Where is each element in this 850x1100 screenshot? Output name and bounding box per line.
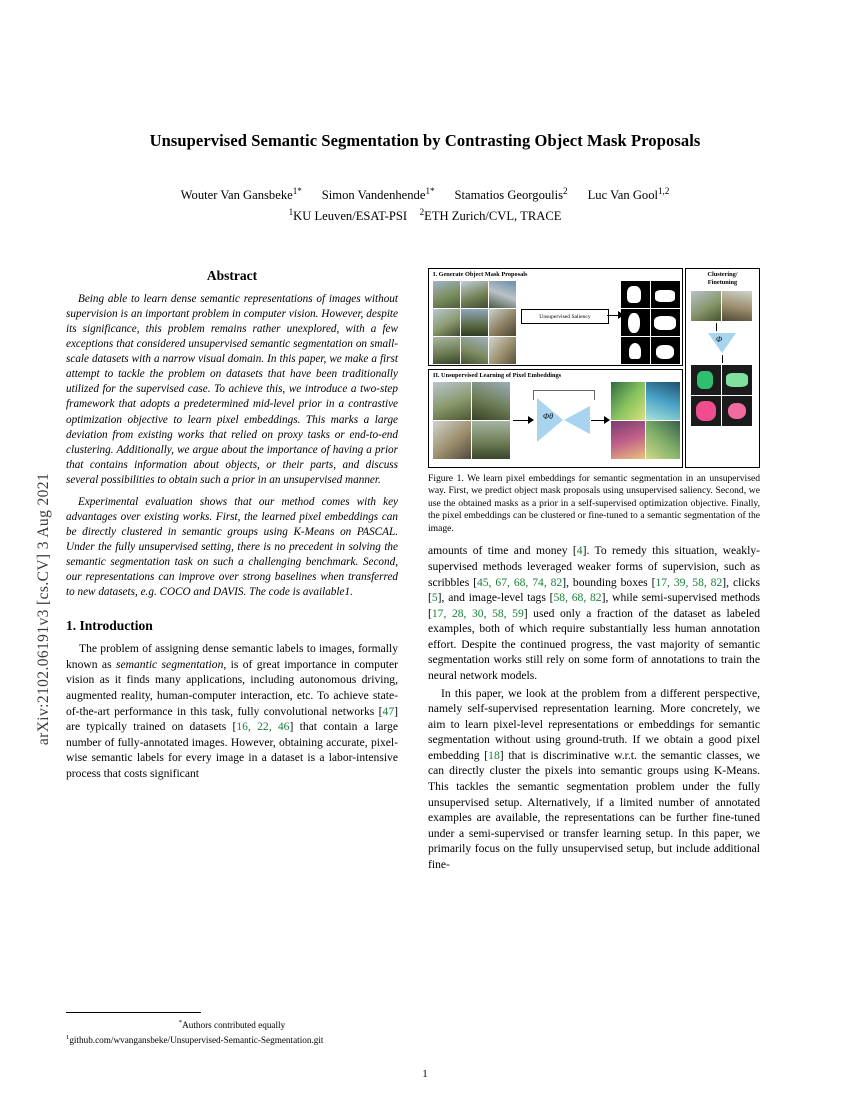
- input-image-grid: [433, 281, 516, 364]
- citation-ref[interactable]: 5: [431, 591, 438, 605]
- right-paragraph-2: [428, 686, 760, 873]
- rc-text-e: ], and image-level tags [: [437, 591, 554, 605]
- thumbnail: [461, 281, 488, 308]
- introduction-heading: 1. Introduction: [66, 618, 153, 634]
- intro-italic-term: semantic segmentation: [115, 657, 224, 671]
- skip-connection: [533, 390, 595, 400]
- rc2-text-a: In this paper, we look at the problem from a different perspective, namely self-supervised representation learning. More concretely, we aim to learn pixel-level representations or embeddings for semantic segmentation without using ground-truth. If we obtain a good pixel embedding [: [428, 686, 760, 762]
- author-affil-marker: 2: [563, 185, 568, 196]
- author-affil-marker: 1,2: [658, 185, 670, 196]
- author-name: Simon Vandenhende: [321, 187, 426, 202]
- footnote-2: [66, 1033, 398, 1047]
- thumbnail: [489, 309, 516, 336]
- figure-panel-i-label: I. Generate Object Mask Proposals: [433, 271, 528, 278]
- figure-side-label: [686, 271, 759, 287]
- author-entry: [587, 185, 670, 202]
- figure-panel-ii-label: II. Unsupervised Learning of Pixel Embeddings: [433, 372, 562, 379]
- training-image-grid: [433, 382, 510, 459]
- thumbnail: [433, 337, 460, 364]
- intro-text-c: ] are typically trained on datasets [: [66, 704, 398, 734]
- side-input-grid: [691, 291, 752, 321]
- rc-text-c: ], bounding boxes [: [562, 575, 656, 589]
- decoder-shape: [564, 406, 590, 434]
- citation-ref[interactable]: 18: [488, 748, 500, 762]
- author-list: [66, 183, 784, 205]
- abstract-paragraph-2: Experimental evaluation shows that our method comes with key advantages over existing works. First, the learned pixel embeddings can be directly clustered in semantic groups using K-Means on PASCAL. Under the fully unsupervised setting, there is no precedent in solving the semantic segmentation task on such a challenging benchmark. Second, our representations can improve over strong baselines when transferred to new datasets, e.g. COCO and DAVIS. The code is available1.: [66, 495, 398, 599]
- citation-ref[interactable]: 17, 28, 30, 58, 59: [431, 606, 524, 620]
- rc-text-a: amounts of time and money [: [428, 544, 577, 558]
- thumbnail: [722, 291, 752, 321]
- right-column: [428, 268, 760, 874]
- footnote-2-marker: 1: [66, 1033, 70, 1041]
- rc-text-d: ], clicks [: [428, 575, 760, 605]
- citation-ref[interactable]: 16, 22, 46: [236, 720, 290, 734]
- author-entry: [321, 185, 435, 202]
- author-name: Stamatios Georgoulis: [454, 187, 564, 202]
- embedding-grid: [611, 382, 680, 459]
- footnote-1: [66, 1018, 398, 1032]
- phi-theta-label: Φθ: [543, 412, 554, 421]
- arxiv-stamp: arXiv:2102.06191v3 [cs.CV] 3 Aug 2021: [35, 472, 52, 746]
- thumbnail: [433, 421, 471, 459]
- thumbnail: [472, 421, 510, 459]
- affiliations: [66, 207, 784, 224]
- abstract-heading: Abstract: [206, 268, 258, 283]
- figure-panel-ii: [428, 369, 683, 468]
- intro-text-d: ] that contain a large number of fully-annotated images. However, obtaining accurate, pixel-wise semantic labels for every image in a dataset is a labor-intensive process that costs significant: [66, 720, 399, 780]
- thumbnail: [433, 281, 460, 308]
- thumbnail: [472, 382, 510, 420]
- author-entry: [454, 185, 568, 202]
- figure-1: [428, 268, 760, 535]
- rc-text-g: ] used only a fraction of the dataset as labeled examples, both of which require substantially less human annotation effort. Despite the continued progress, the vast majority of semantic segmentation works still rely on some form of annotations to train the neural network models.: [428, 606, 760, 682]
- thumbnail: [433, 382, 471, 420]
- author-entry: [180, 185, 302, 202]
- rc2-text-b: ] that is discriminative w.r.t. the semantic classes, we can directly cluster the pixels into semantic groups using K-Means. This tackles the semantic segmentation problem under the fully unsupervised setup. Alternatively, if a limited number of annotated examples are available, the representations can be further fine-tuned under a semi-supervised or transfer learning setup. In this paper, we primarily focus on the fully unsupervised setup, but include additional fine-: [428, 748, 760, 871]
- citation-ref[interactable]: 17, 39, 58, 82: [655, 575, 723, 589]
- citation-ref[interactable]: 4: [576, 544, 583, 558]
- segmentation-thumbnail: [722, 365, 752, 395]
- thumbnail: [489, 337, 516, 364]
- citation-ref[interactable]: 58, 68, 82: [553, 591, 602, 605]
- segmentation-thumbnail: [722, 396, 752, 426]
- footnote-divider: [66, 1012, 201, 1013]
- mask-thumbnail: [651, 281, 680, 308]
- figure-panel-i: [428, 268, 683, 366]
- arrow-head-icon: [528, 416, 534, 424]
- mask-thumbnail: [651, 309, 680, 336]
- arrow-head-icon: [604, 416, 610, 424]
- arrow-shaft: [722, 355, 723, 363]
- side-label-line-2: Finetuning: [707, 278, 738, 286]
- figure-1-image: [428, 268, 760, 468]
- intro-text-b: , is of great importance in computer vision as it finds many applications, including autonomous driving, augmented reality, human-computer interaction, etc. To achieve state-of-the-art performance in this task, fully convolutional networks [: [66, 657, 398, 718]
- rc-text-f: ], while semi-supervised methods [: [428, 591, 761, 620]
- left-column: [66, 268, 398, 783]
- unsupervised-saliency-box: [521, 309, 609, 324]
- thumbnail: [461, 309, 488, 336]
- arrow-shaft: [591, 420, 605, 421]
- thumbnail: [433, 309, 460, 336]
- citation-ref[interactable]: 47: [382, 704, 395, 718]
- thumbnail: [461, 337, 488, 364]
- author-affil-marker: 1*: [292, 185, 302, 196]
- two-column-body: [66, 268, 784, 1008]
- unsupervised-saliency-label: Unsupervised Saliency: [539, 313, 591, 320]
- affiliation-marker-1: 1: [288, 207, 294, 218]
- embedding-thumbnail: [646, 382, 680, 420]
- side-label-line-1: Clustering/: [707, 271, 738, 278]
- footnote-1-text: Authors contributed equally: [182, 1020, 286, 1031]
- rc-text-b: ]. To remedy this situation, weakly-supervised methods leveraged weaker forms of supervision, such as scribbles [: [428, 544, 760, 589]
- page-title: Unsupervised Semantic Segmentation by Contrasting Object Mask Proposals: [149, 131, 701, 150]
- segmentation-thumbnail: [691, 365, 721, 395]
- mask-thumbnail: [621, 281, 650, 308]
- segmentation-thumbnail: [691, 396, 721, 426]
- author-name: Wouter Van Gansbeke: [180, 187, 293, 202]
- author-affil-marker: 1*: [425, 185, 435, 196]
- mask-thumbnail: [621, 337, 650, 364]
- thumbnail: [489, 281, 516, 308]
- introduction-paragraph-1: [66, 641, 398, 781]
- embedding-thumbnail: [611, 421, 645, 459]
- figure-main-area: [428, 268, 683, 468]
- footnote-1-marker: *: [178, 1019, 183, 1026]
- affiliation-marker-2: 2: [419, 207, 425, 218]
- citation-ref[interactable]: 45, 67, 68, 74, 82: [477, 575, 563, 589]
- author-name: Luc Van Gool: [587, 187, 659, 202]
- footnotes: [66, 1018, 398, 1048]
- mask-thumbnail: [621, 309, 650, 336]
- arrow-shaft: [716, 323, 717, 331]
- side-output-grid: [691, 365, 752, 426]
- abstract-paragraph-1: Being able to learn dense semantic representations of images without supervision is an important problem in computer vision. However, despite its significance, this problem remains rather unexplored, with a few exceptions that considered unsupervised semantic segmentation on small-scale datasets with a narrow visual domain. In this paper, we make a first attempt to tackle the problem on datasets that have been traditionally utilized for the supervised case. To achieve this, we introduce a two-step framework that adopts a predetermined mid-level prior in a contrastive optimization objective to learn pixel embeddings. This marks a large deviation from existing works that relied on proxy tasks or end-to-end clustering. Additionally, we argue about the importance of having a prior that contains information about objects, or their parts, and discuss several possibilities to obtain such a prior in an unsupervised manner.: [66, 293, 398, 486]
- mask-thumbnail: [651, 337, 680, 364]
- phi-label: Φ: [716, 335, 723, 344]
- affiliation-1: KU Leuven/ESAT-PSI: [293, 209, 408, 224]
- arrow-shaft: [513, 420, 529, 421]
- intro-text-a: The problem of assigning dense semantic labels to images, formally known as: [66, 642, 398, 671]
- figure-1-caption: Figure 1. We learn pixel embeddings for semantic segmentation in an unsupervised way. First, we predict object mask proposals using unsupervised saliency. Second, we use the obtained masks as a prior in a self-supervised optimization objective. Finally, the pixel embeddings can be clustered or fine-tuned to a semantic segmentation of the image.: [428, 473, 760, 534]
- embedding-thumbnail: [646, 421, 680, 459]
- embedding-thumbnail: [611, 382, 645, 420]
- footnote-2-text[interactable]: github.com/wvangansbeke/Unsupervised-Semantic-Segmentation.git: [69, 1035, 324, 1045]
- page-number: 1: [422, 1068, 428, 1080]
- mask-proposal-grid: [621, 281, 680, 364]
- right-paragraph-1: [428, 543, 760, 683]
- figure-side-panel: [685, 268, 760, 468]
- paper-header: [66, 130, 784, 224]
- thumbnail: [691, 291, 721, 321]
- affiliation-2: ETH Zurich/CVL, TRACE: [424, 209, 562, 224]
